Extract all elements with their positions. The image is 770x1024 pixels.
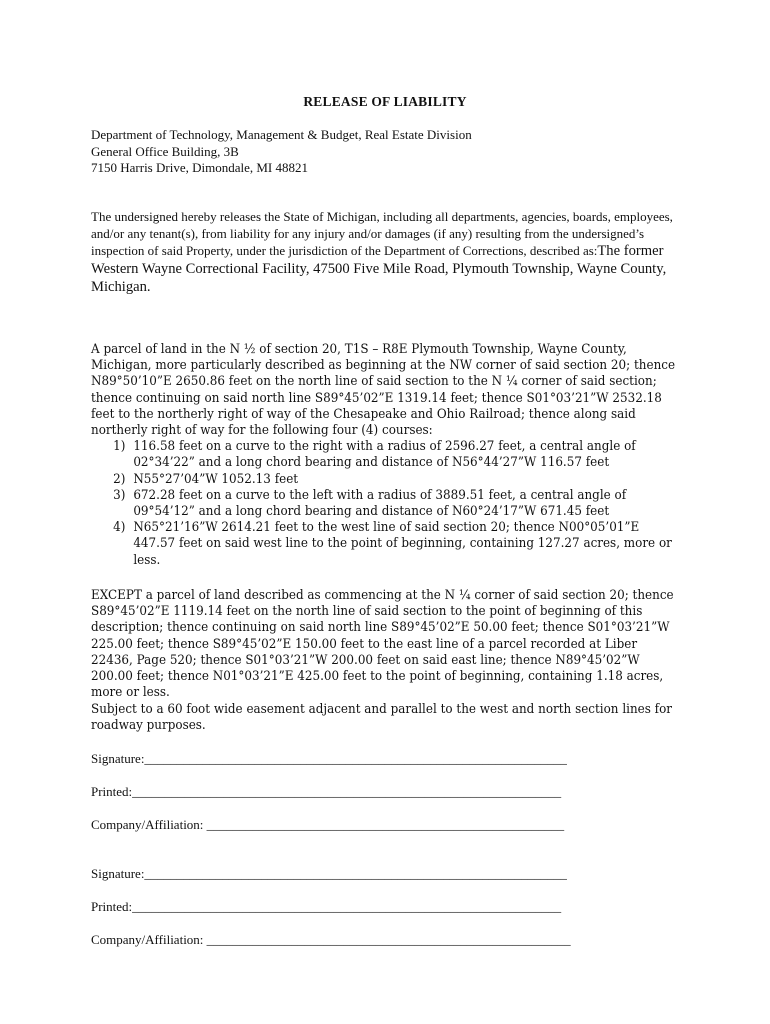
parcel-description [91, 342, 680, 569]
company-affiliation-line[interactable]: Company/Affiliation: _______________________________________________________ [91, 817, 565, 832]
course-text: N65°21’16”W 2614.21 feet to the west line of said section 20; thence N00°05’01”E 447.57 feet on said west line to the point of beginning, containing 127.27 acres, more or less. [133, 520, 672, 568]
office-address [91, 127, 472, 177]
property-description: The former Western Wayne Correctional Facility, 47500 Five Mile Road, Plymouth Township, Wayne County, Michigan. [91, 243, 667, 295]
signature-line[interactable]: Signature:_________________________________________________________________ [91, 866, 567, 881]
address-line: General Office Building, 3B [91, 143, 239, 159]
company-affiliation-line[interactable]: Company/Affiliation: ________________________________________________________ [91, 932, 571, 947]
course-text: 116.58 feet on a curve to the right with a radius of 2596.27 feet, a central angle of 02°34’22” and a long chord bearing and distance of N56°44’27”W 116.57 feet [133, 439, 636, 471]
course-number: 3) [113, 487, 126, 503]
easement-paragraph: Subject to a 60 foot wide easement adjacent and parallel to the west and north section lines for roadway purposes. [91, 702, 673, 734]
printed-name-line[interactable]: Printed:__________________________________________________________________ [91, 899, 562, 914]
course-item [91, 439, 680, 471]
parcel-intro: A parcel of land in the N ½ of section 20, T1S – R8E Plymouth Township, Wayne County, Michigan, more particularly described as beginning at the NW corner of said section 20; thence N89°50’10”E 2650.86 feet on the north line of said section to the N ¼ corner of said section; thence continuing on said north line S89°45’02”E 1319.14 feet; thence S01°03’21”W 2532.18 feet to the northerly right of way of the Chesapeake and Ohio Railroad; thence along said northerly right of way for the following four (4) courses: [91, 342, 676, 439]
course-number: 4) [113, 520, 126, 536]
courses-list [91, 439, 680, 569]
release-paragraph [91, 208, 681, 296]
document-title: RELEASE OF LIABILITY [303, 94, 467, 109]
printed-name-line[interactable]: Printed:__________________________________________________________________ [91, 784, 562, 799]
address-line: Department of Technology, Management & Budget, Real Estate Division [91, 127, 472, 142]
course-number: 1) [113, 439, 126, 455]
signature-line[interactable]: Signature:_________________________________________________________________ [91, 751, 567, 766]
course-item [91, 520, 680, 569]
course-item [91, 472, 680, 488]
course-text: N55°27’04”W 1052.13 feet [133, 471, 299, 487]
course-text: 672.28 feet on a curve to the left with a radius of 3889.51 feet, a central angle of 09°54’12” and a long chord bearing and distance of N60°24’17”W 671.45 feet [133, 487, 627, 520]
course-number: 2) [113, 471, 126, 487]
course-item [91, 488, 680, 520]
release-text: The undersigned hereby releases the State of Michigan, including all departments, agencies, boards, employees, and/or any tenant(s), from liability for any injury and/or damages (if any) resulting from the undersigned’s inspection of said Property, under the jurisdiction of the Department of Corrections, described as: [91, 209, 673, 258]
address-line: 7150 Harris Drive, Dimondale, MI 48821 [91, 160, 308, 175]
except-paragraph: EXCEPT a parcel of land described as commencing at the N ¼ corner of said section 20; thence S89°45’02”E 1119.14 feet on the north line of said section to the point of beginning of this description; thence continuing on said north line S89°45’02”E 50.00 feet; thence S01°03’21”W 225.00 feet; thence S89°45’02”E 150.00 feet to the east line of a parcel recorded at Liber 22436, Page 520; thence S01°03’21”W 200.00 feet on said east line; thence N89°45’02”W 200.00 feet; thence N01°03’21”E 425.00 feet to the point of beginning, containing 1.18 acres, more or less. [91, 588, 674, 701]
